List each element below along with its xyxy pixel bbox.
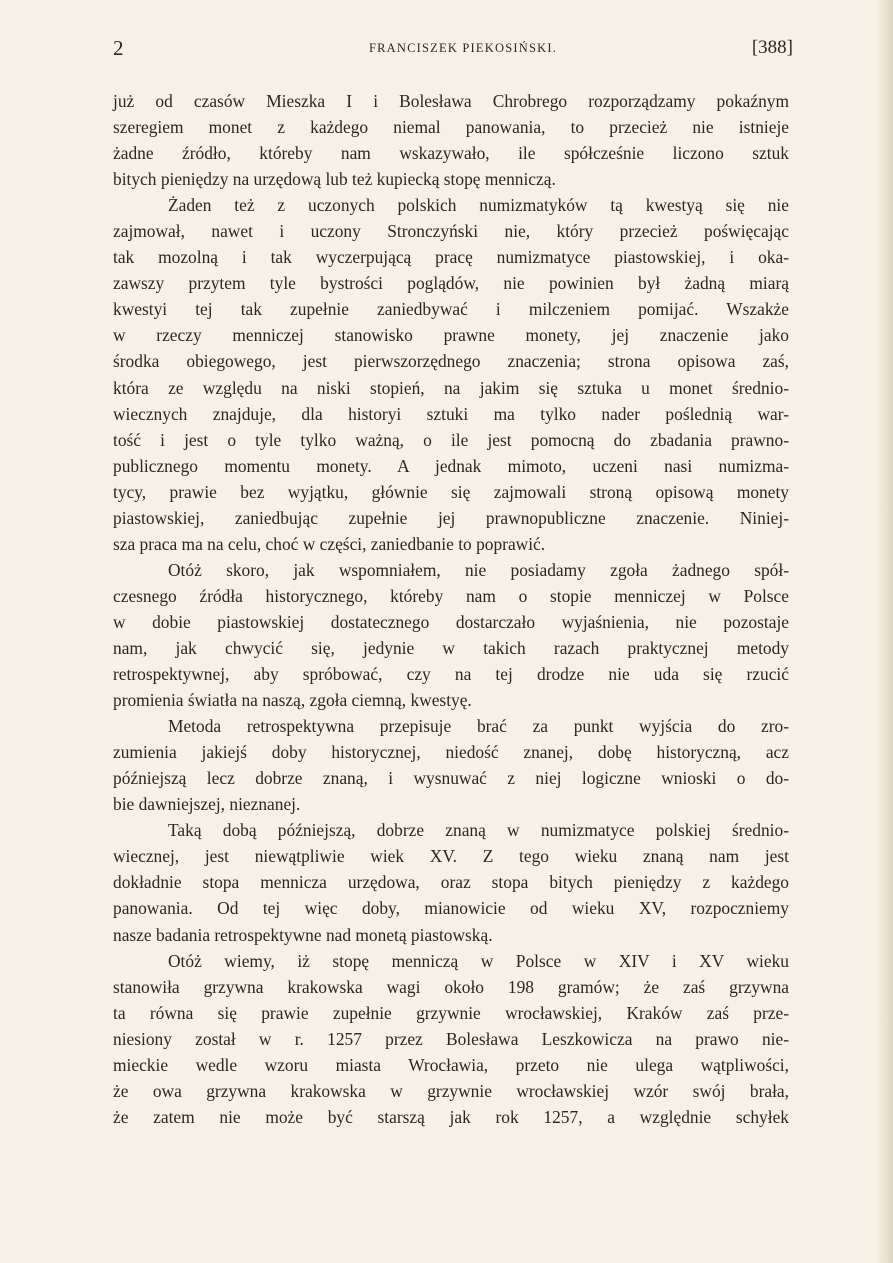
text-line: szeregiem monet z każdego niemal panowania, to przecież nie istnieje: [113, 117, 789, 138]
paragraph: [113, 817, 789, 947]
text-line: ta równa się prawie zupełnie grzywnie wrocławskiej, Kraków zaś prze-: [113, 1002, 789, 1023]
text-line: że owa grzywna krakowska w grzywnie wrocławskiej wzór swój brała,: [113, 1080, 789, 1101]
text-line: niesiony został w r. 1257 przez Bolesława Leszkowicza na prawo nie-: [113, 1028, 789, 1049]
running-head: [113, 41, 793, 56]
text-line: mieckie wedle wzoru miasta Wrocławia, przeto nie ulega wątpliwości,: [113, 1054, 789, 1075]
text-line: Otóż skoro, jak wspomniałem, nie posiadamy zgoła żadnego spół-: [168, 559, 789, 580]
text-line: bitych pieniędzy na urzędową lub też kupiecką stopę menniczą.: [113, 169, 556, 190]
text-line: żadne źródło, któreby nam wskazywało, ile spółcześnie liczono sztuk: [113, 143, 789, 164]
text-line: w dobie piastowskiej dostatecznego dostarczało wyjaśnienia, nie pozostaje: [113, 611, 789, 632]
text-line: sza praca ma na celu, choć w części, zaniedbanie to poprawić.: [113, 533, 546, 554]
text-line: już od czasów Mieszka I i Bolesława Chrobrego rozporządzamy pokaźnym: [113, 91, 789, 111]
text-line: wiecznych znajduje, dla historyi sztuki ma tylko nader poślednią war-: [113, 403, 789, 424]
paragraph: [113, 88, 789, 192]
text-line: tak mozolną i tak wyczerpującą pracę numizmatyce piastowskiej, i oka-: [113, 247, 789, 268]
text-line: zumienia jakiejś doby historycznej, niedość znanej, dobę historyczną, acz: [113, 742, 789, 763]
text-line: Żaden też z uczonych polskich numizmatyków tą kwestyą się nie: [168, 195, 789, 216]
paragraph: [113, 948, 789, 1130]
text-line: piastowskiej, zaniedbując zupełnie jej prawnopubliczne znaczenie. Niniej-: [113, 507, 789, 528]
text-line: czesnego źródła historycznego, któreby nam o stopie menniczej w Polsce: [113, 585, 789, 606]
text-line: panowania. Od tej więc doby, mianowicie od wieku XV, rozpoczniemy: [113, 898, 789, 919]
paragraph: [113, 713, 789, 817]
text-line: zawszy przytem tyle bystrości poglądów, nie powinien był żadną miarą: [113, 273, 789, 294]
page-number: 2: [113, 36, 124, 60]
text-line: w rzeczy menniczej stanowisko prawne monety, jej znaczenie jako: [113, 325, 789, 346]
text-line: że zatem nie może być starszą jak rok 1257, a względnie schyłek: [113, 1106, 789, 1127]
text-line: Metoda retrospektywna przepisuje brać za punkt wyjścia do zro-: [168, 716, 789, 737]
text-line: dokładnie stopa mennicza urzędowa, oraz stopa bitych pieniędzy z każdego: [113, 872, 789, 893]
paragraph: [113, 557, 789, 713]
page-reference: [388]: [751, 37, 793, 58]
text-line: Taką dobą późniejszą, dobrze znaną w numizmatyce polskiej średnio-: [168, 820, 789, 841]
paragraph: [113, 192, 789, 557]
text-line: retrospektywnej, aby spróbować, czy na tej drodze nie uda się rzucić: [113, 664, 789, 685]
text-line: tycy, prawie bez wyjątku, głównie się zajmowali stroną opisową monety: [113, 481, 789, 502]
text-line: tość i jest o tyle tylko ważną, o ile jest pomocną do zbadania prawno-: [113, 429, 789, 450]
text-line: promienia światła na naszą, zgoła ciemną, kwestyę.: [113, 690, 472, 711]
text-line: nasze badania retrospektywne nad monetą piastowską.: [113, 924, 493, 945]
text-line: Otóż wiemy, iż stopę menniczą w Polsce w XIV i XV wieku: [168, 950, 789, 971]
page-edge-shadow: [875, 0, 893, 1263]
text-line: późniejszą lecz dobrze znaną, i wysnuwać z niej logiczne wnioski o do-: [113, 768, 789, 789]
text-line: nam, jak chwycić się, jedynie w takich razach praktycznej metody: [113, 637, 789, 658]
text-line: zajmował, nawet i uczony Stronczyński nie, który przecież poświęcając: [113, 221, 789, 242]
text-line: publicznego momentu monety. A jednak mimoto, uczeni nasi numizma-: [113, 455, 789, 476]
running-head-text: FRANCISZEK PIEKOSIŃSKI.: [368, 41, 558, 55]
text-line: stanowiła grzywna krakowska wagi około 198 gramów; że zaś grzywna: [113, 976, 789, 997]
text-line: wiecznej, jest niewątpliwie wiek XV. Z tego wieku znaną nam jest: [113, 846, 789, 867]
text-line: bie dawniejszej, nieznanej.: [113, 794, 301, 815]
text-line: która ze względu na niski stopień, na jakim się sztuka u monet średnio-: [113, 377, 789, 398]
body-text: [113, 88, 789, 1130]
page-header: [113, 36, 793, 66]
text-line: kwestyi tej tak zupełnie zaniedbywać i milczeniem pomijać. Wszakże: [113, 299, 789, 320]
text-line: środka obiegowego, jest pierwszorzędnego znaczenia; strona opisowa zaś,: [113, 351, 789, 372]
